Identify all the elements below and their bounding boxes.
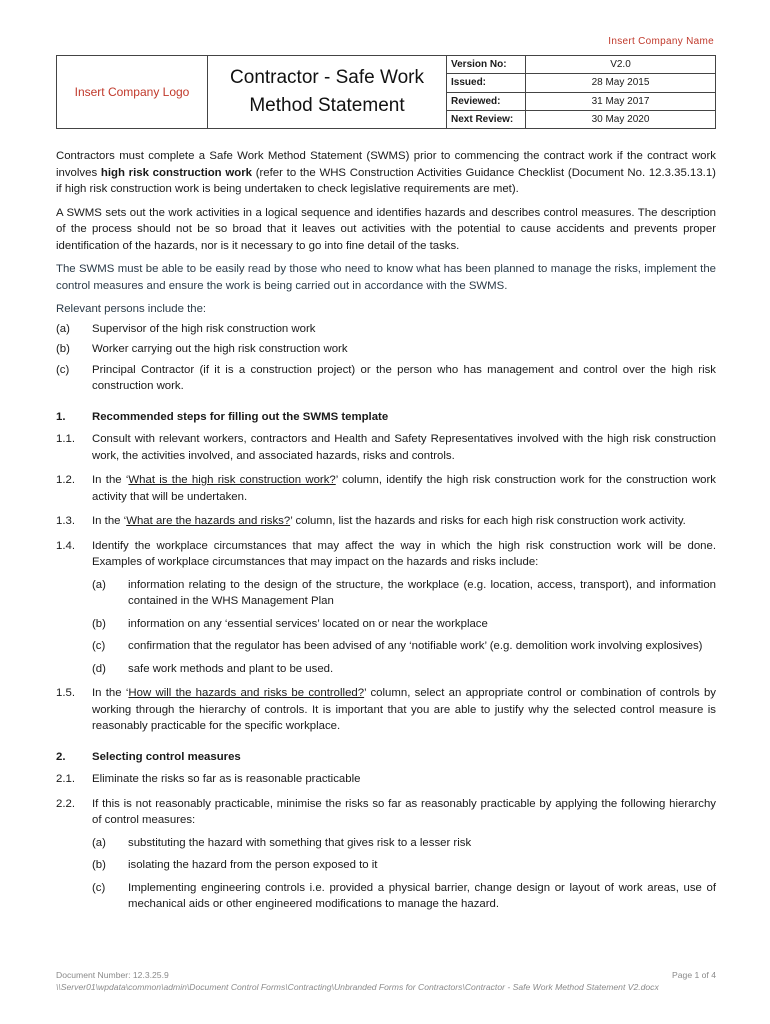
step-text: Eliminate the risks so far as is reasonable practicable bbox=[92, 773, 361, 785]
list-text: Supervisor of the high risk construction work bbox=[92, 322, 316, 335]
meta-value: 28 May 2015 bbox=[591, 77, 650, 89]
meta-row-version bbox=[447, 56, 715, 74]
text: Contractors must complete a Safe Work Method Statement (SWMS) prior to commencing the contract work if the contract work involves bbox=[56, 150, 716, 179]
section-title: Selecting control measures bbox=[92, 750, 241, 763]
column-reference: How will the hazards and risks be controlled? bbox=[128, 687, 365, 699]
document-body bbox=[56, 148, 716, 921]
step-1-2 bbox=[56, 472, 716, 505]
document-header-table bbox=[56, 55, 716, 129]
text: ’ column, select an appropriate control or combination of controls by working through the hierarchy of controls. It is important that you are able to justify why the selected control measure is reasonably practicable for the specific workplace. bbox=[92, 687, 716, 732]
text: ’ column, identify the high risk construction work for the construction work activity that will be undertaken. bbox=[92, 474, 716, 503]
step-2-1 bbox=[56, 771, 716, 788]
intro-paragraph-4: Relevant persons include the: bbox=[56, 303, 207, 315]
meta-row-issued bbox=[447, 74, 715, 92]
step-text bbox=[92, 513, 716, 530]
sub-text: information on any ‘essential services’ located on or near the workplace bbox=[128, 617, 488, 630]
sub-marker: (b) bbox=[92, 859, 106, 871]
step-text: If this is not reasonably practicable, minimise the risks so far as reasonably practicable by applying the following hierarchy of control measures: bbox=[92, 797, 716, 826]
text: (refer to the WHS Construction Activities Guidance Checklist (Document No. 12.3.35.13.1) if high risk construction work is being undertaken to check legislative requirements are met). bbox=[56, 166, 716, 195]
sub-item bbox=[92, 835, 716, 852]
file-path: \\Server01\wpdata\common\admin\Document Control Forms\Contracting\Unbranded Forms for Contractors\Contractor - Safe Work Method Statement V2.docx bbox=[56, 982, 659, 992]
column-reference: What is the high risk construction work? bbox=[128, 474, 336, 486]
section-number: 2. bbox=[56, 750, 66, 763]
meta-value: 31 May 2017 bbox=[591, 95, 650, 107]
step-body bbox=[92, 538, 716, 678]
section-number: 1. bbox=[56, 410, 66, 423]
sub-text: information relating to the design of the structure, the workplace (e.g. location, access, transport), and information contained in the WHS Management Plan bbox=[128, 578, 716, 607]
sub-text: isolating the hazard from the person exposed to it bbox=[128, 859, 378, 871]
company-logo-placeholder: Insert Company Logo bbox=[57, 56, 208, 128]
step-marker: 1.3. bbox=[56, 515, 75, 527]
page-footer bbox=[56, 969, 716, 993]
sub-marker: (a) bbox=[92, 578, 106, 591]
intro-paragraph-2: A SWMS sets out the work activities in a logical sequence and identifies hazards and describes control measures. The description of the process should not be so broad that it leaves out activities with the potential to cause accidents and prevents proper identification of the hazards, nor is it necessary to go into fine detail of the tasks. bbox=[56, 206, 716, 252]
section-heading-1 bbox=[56, 409, 716, 426]
step-marker: 1.2. bbox=[56, 474, 75, 486]
section-heading-2 bbox=[56, 749, 716, 766]
sub-item bbox=[92, 661, 716, 678]
meta-value: V2.0 bbox=[610, 59, 631, 71]
intro-paragraph-1 bbox=[56, 148, 716, 198]
step-marker: 1.4. bbox=[56, 539, 75, 552]
step-1-3 bbox=[56, 513, 716, 530]
list-marker: (b) bbox=[56, 343, 70, 355]
list-item bbox=[56, 321, 716, 338]
list-item bbox=[56, 362, 716, 395]
meta-label: Next Review: bbox=[447, 111, 526, 128]
list-text: Worker carrying out the high risk construction work bbox=[92, 343, 348, 355]
step-marker: 2.1. bbox=[56, 773, 75, 785]
document-number: Document Number: 12.3.25.9 bbox=[56, 970, 169, 980]
meta-row-reviewed bbox=[447, 93, 715, 111]
column-reference: What are the hazards and risks? bbox=[126, 515, 291, 527]
sub-marker: (c) bbox=[92, 640, 106, 652]
step-1-5 bbox=[56, 685, 716, 735]
step-1-1 bbox=[56, 431, 716, 464]
list-item bbox=[56, 341, 716, 358]
step-marker: 1.1. bbox=[56, 433, 75, 445]
sub-text: substituting the hazard with something that gives risk to a lesser risk bbox=[128, 836, 472, 849]
list-text: Principal Contractor (if it is a construction project) or the person who has management and control over the high risk construction work. bbox=[92, 363, 716, 392]
sub-item bbox=[92, 638, 716, 655]
step-marker: 2.2. bbox=[56, 797, 75, 810]
text: In the ‘ bbox=[92, 687, 129, 699]
footer-top-row bbox=[56, 969, 716, 981]
company-name: Insert Company Name bbox=[608, 36, 714, 47]
step-text: Identify the workplace circumstances that may affect the way in which the high risk construction work will be done. Examples of workplace circumstances that may impact on the hazards and risks include: bbox=[92, 539, 716, 568]
text: In the ‘ bbox=[92, 515, 127, 527]
document-title: Contractor - Safe Work Method Statement bbox=[208, 56, 447, 128]
step-1-4 bbox=[56, 538, 716, 678]
step-2-2 bbox=[56, 796, 716, 913]
sub-marker: (b) bbox=[92, 617, 106, 630]
sub-item bbox=[92, 577, 716, 610]
section-title: Recommended steps for filling out the SWMS template bbox=[92, 410, 389, 423]
page-number: Page 1 of 4 bbox=[672, 970, 716, 980]
step-text bbox=[92, 685, 716, 735]
meta-label: Issued: bbox=[447, 74, 526, 91]
sub-item bbox=[92, 616, 716, 633]
meta-value: 30 May 2020 bbox=[591, 113, 650, 125]
document-meta bbox=[447, 56, 715, 128]
sub-item bbox=[92, 880, 716, 913]
sub-marker: (d) bbox=[92, 662, 106, 675]
sub-text: confirmation that the regulator has been advised of any ‘notifiable work’ (e.g. demolition work involving explosives) bbox=[128, 640, 703, 652]
step-marker: 1.5. bbox=[56, 687, 75, 699]
sub-marker: (c) bbox=[92, 881, 106, 894]
list-marker: (a) bbox=[56, 322, 70, 335]
bold-term: high risk construction work bbox=[100, 166, 252, 179]
list-marker: (c) bbox=[56, 363, 70, 376]
text: ’ column, list the hazards and risks for each high risk construction work activity. bbox=[290, 515, 686, 527]
intro-paragraph-3: The SWMS must be able to be easily read by those who need to know what has been planned to manage the risks, implement the control measures and ensure the work is being carried out in accordance with the SWMS. bbox=[56, 263, 716, 292]
meta-label: Reviewed: bbox=[447, 93, 526, 110]
step-text bbox=[92, 472, 716, 505]
sub-text: safe work methods and plant to be used. bbox=[128, 662, 334, 675]
sub-item bbox=[92, 857, 716, 874]
meta-row-next-review bbox=[447, 111, 715, 128]
sub-marker: (a) bbox=[92, 836, 106, 849]
step-body bbox=[92, 796, 716, 913]
meta-label: Version No: bbox=[447, 56, 526, 73]
text: In the ‘ bbox=[92, 474, 129, 486]
sub-text: Implementing engineering controls i.e. provided a physical barrier, change design or layout of work areas, use of mechanical aids or other engineered modifications to manage the hazard. bbox=[128, 881, 716, 910]
step-text: Consult with relevant workers, contractors and Health and Safety Representatives involved with the high risk construction work, the activities involved, and associated hazards, risks and controls. bbox=[92, 433, 716, 462]
